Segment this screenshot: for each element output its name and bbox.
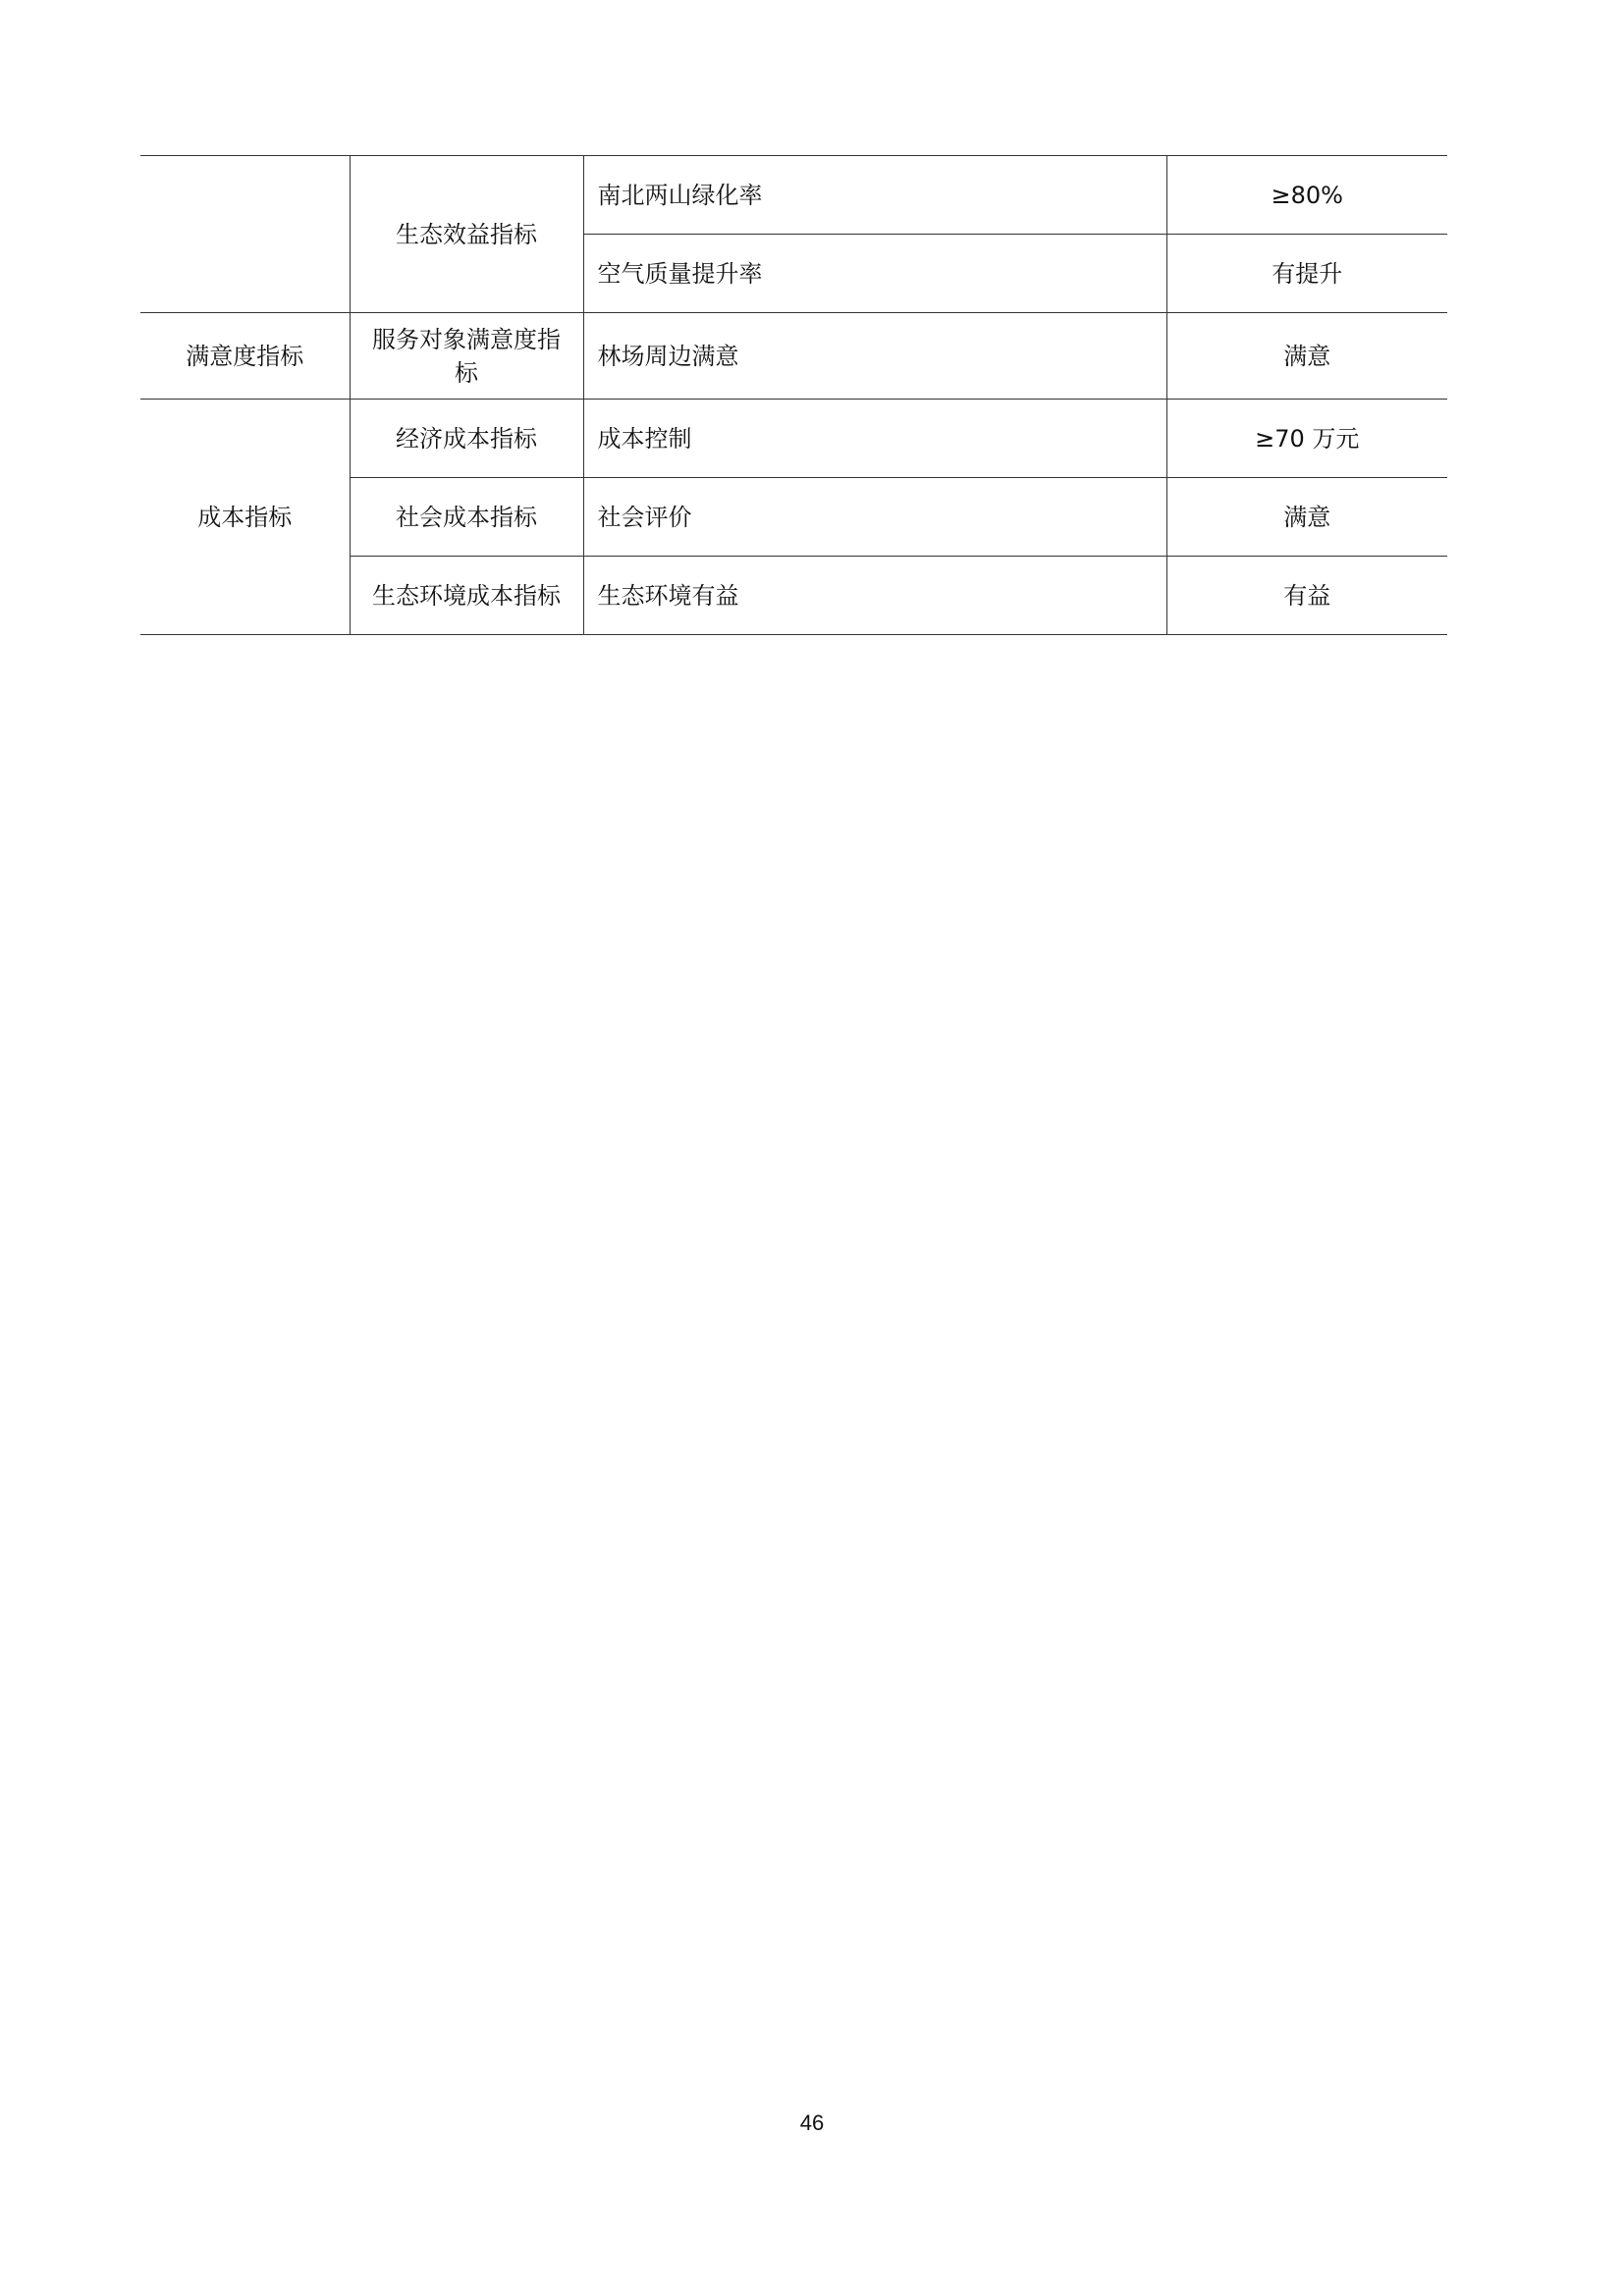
level3-indicator-cell: 社会评价 [583,478,1166,557]
target-value-cell: 有提升 [1166,235,1447,313]
page-number: 46 [799,2110,825,2135]
table-row [140,156,1447,235]
target-value-cell: 满意 [1166,313,1447,400]
target-value-cell: 满意 [1166,478,1447,557]
level3-indicator-cell: 南北两山绿化率 [583,156,1166,235]
target-value-cell: 有益 [1166,557,1447,635]
level3-indicator-cell: 空气质量提升率 [583,235,1166,313]
target-value-cell: ≥70 万元 [1166,400,1447,478]
level2-indicator-cell: 经济成本指标 [350,400,583,478]
table-row [140,313,1447,400]
performance-indicator-table [140,155,1447,635]
level2-indicator-cell: 生态环境成本指标 [350,557,583,635]
level2-indicator-cell: 生态效益指标 [350,156,583,313]
level2-indicator-cell: 社会成本指标 [350,478,583,557]
level3-indicator-cell: 生态环境有益 [583,557,1166,635]
table-row [140,400,1447,478]
level3-indicator-cell: 成本控制 [583,400,1166,478]
level1-indicator-cell [140,156,350,313]
level3-indicator-cell: 林场周边满意 [583,313,1166,400]
level1-indicator-cell: 满意度指标 [140,313,350,400]
level2-indicator-cell: 服务对象满意度指标 [350,313,583,400]
level1-indicator-cell: 成本指标 [140,400,350,635]
target-value-cell: ≥80% [1166,156,1447,235]
